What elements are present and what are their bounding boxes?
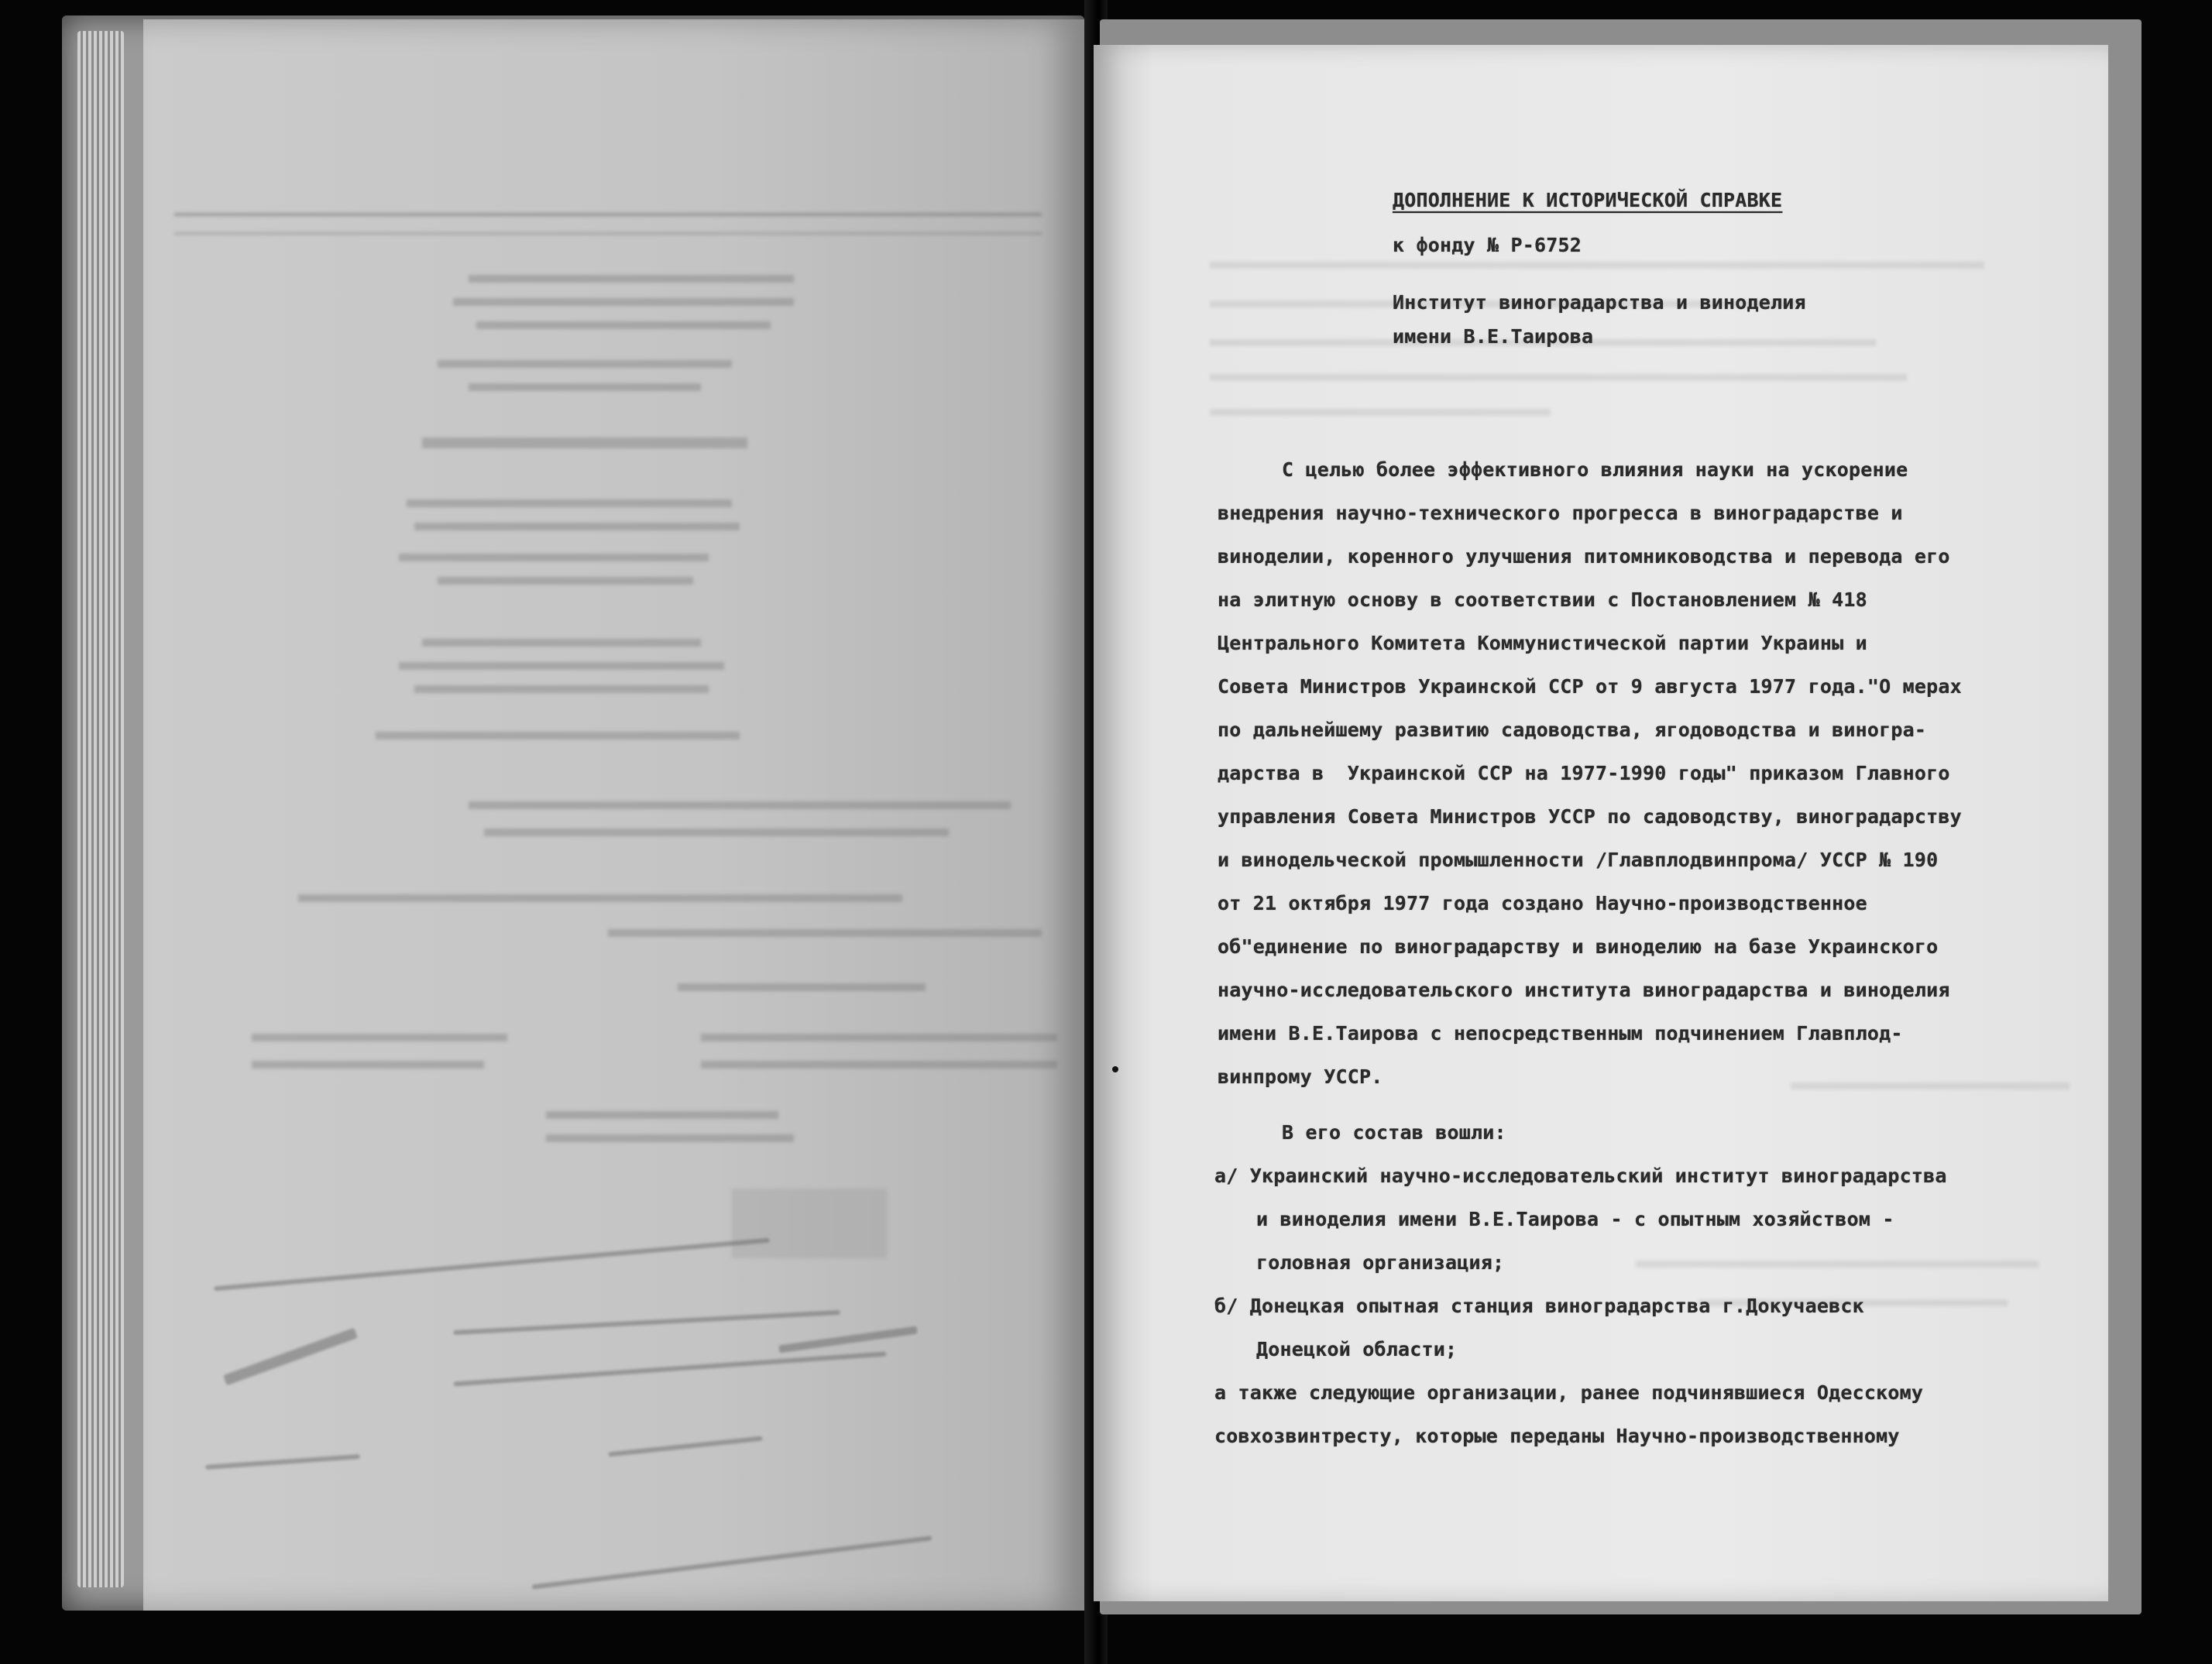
list-item-b: б/ Донецкая опытная станция виноградарства г.Докучаевск — [1214, 1295, 1864, 1317]
ghost-text — [376, 732, 740, 739]
ghost-text — [484, 829, 949, 836]
ghost-text — [414, 523, 740, 530]
ghost-text — [438, 360, 732, 368]
ghost-rule — [174, 213, 1042, 216]
list-item-a-cont: головная организация; — [1256, 1251, 1505, 1274]
ghost-handwriting — [532, 1535, 933, 1589]
ghost-rule — [174, 232, 1042, 235]
ghost-text — [701, 1034, 1057, 1041]
ghost-text — [438, 577, 693, 585]
text-line: Совета Министров Украинской ССР от 9 августа 1977 года."О мерах — [1218, 675, 1962, 698]
list-item-a: а/ Украинский научно-исследовательский институт виноградарства — [1214, 1165, 1947, 1187]
ghost-handwriting — [223, 1328, 358, 1386]
ghost-handwriting — [778, 1326, 918, 1354]
bleed-through — [1636, 1261, 2039, 1268]
ghost-handwriting — [214, 1238, 770, 1292]
text-line: и винодельческой промышленности /Главплодвинпрома/ УССР № 190 — [1218, 849, 1939, 871]
ghost-handwriting — [453, 1310, 840, 1335]
text-line: дарства в Украинской ССР на 1977-1990 годы" приказом Главного — [1218, 762, 1950, 784]
ghost-text — [399, 662, 724, 670]
ghost-text — [399, 554, 709, 561]
ghost-handwriting — [205, 1454, 360, 1470]
composition-intro: В его состав вошли: — [1282, 1121, 1506, 1144]
ghost-text — [422, 437, 747, 448]
list-item-b-cont: Донецкой области; — [1256, 1338, 1458, 1360]
ghost-text — [701, 1061, 1057, 1069]
text-line: винпрому УССР. — [1218, 1065, 1383, 1088]
document-title: ДОПОЛНЕНИЕ К ИСТОРИЧЕСКОЙ СПРАВКЕ — [1393, 189, 1783, 211]
text-line: внедрения научно-технического прогресса в виноградарстве и — [1218, 502, 1903, 524]
ghost-handwriting — [453, 1351, 886, 1386]
ghost-stamp — [732, 1189, 887, 1258]
text-line: С целью более эффективного влияния науки на ускорение — [1282, 458, 1908, 481]
text-line: от 21 октября 1977 года создано Научно-производственное — [1218, 892, 1867, 914]
ghost-text — [469, 275, 794, 283]
bleed-through — [1791, 1082, 2069, 1089]
text-line: по дальнейшему развитию садоводства, ягодоводства и виногра- — [1218, 719, 1927, 741]
ghost-text — [546, 1134, 794, 1142]
text-line: управления Совета Министров УССР по садоводству, виноградарству — [1218, 805, 1962, 828]
institute-name-line: имени В.Е.Таирова — [1393, 325, 1594, 348]
text-line: имени В.Е.Таирова с непосредственным подчинением Главплод- — [1218, 1022, 1903, 1045]
margin-speck — [1112, 1066, 1118, 1072]
list-item-a-cont: и виноделия имени В.Е.Таирова - с опытным хозяйством - — [1256, 1208, 1894, 1230]
ghost-handwriting — [608, 1436, 763, 1457]
ghost-text — [469, 383, 701, 391]
institute-name-line: Институт виноградарства и виноделия — [1393, 291, 1806, 314]
bleed-through — [1210, 409, 1551, 416]
ghost-text — [469, 801, 1011, 809]
text-line: на элитную основу в соответствии с Постановлением № 418 — [1218, 588, 1867, 611]
text-line: Центрального Комитета Коммунистической партии Украины и — [1218, 632, 1867, 654]
ghost-text — [476, 321, 771, 329]
ghost-text — [298, 894, 902, 902]
page-edges — [77, 31, 124, 1587]
ghost-text — [407, 499, 732, 507]
ghost-text — [414, 685, 709, 693]
ghost-text — [608, 929, 1042, 937]
text-line: об"единение по виноградарству и виноделию на базе Украинского — [1218, 935, 1939, 958]
ghost-text — [252, 1034, 507, 1041]
fund-number: к фонду № Р-6752 — [1393, 234, 1582, 256]
ghost-text — [678, 983, 926, 991]
text-line: научно-исследовательского института виноградарства и виноделия — [1218, 979, 1950, 1001]
closing-line: совхозвинтресту, которые переданы Научно-производственному — [1214, 1425, 1900, 1447]
ghost-text — [252, 1061, 484, 1069]
text-line: виноделии, коренного улучшения питомниководства и перевода его — [1218, 545, 1950, 568]
bleed-through — [1210, 262, 1984, 269]
left-page — [143, 19, 1084, 1611]
bleed-through — [1210, 374, 1907, 381]
ghost-text — [546, 1111, 778, 1119]
ghost-text — [453, 298, 794, 306]
ghost-text — [422, 639, 701, 647]
closing-line: а также следующие организации, ранее подчинявшиеся Одесскому — [1214, 1381, 1924, 1404]
